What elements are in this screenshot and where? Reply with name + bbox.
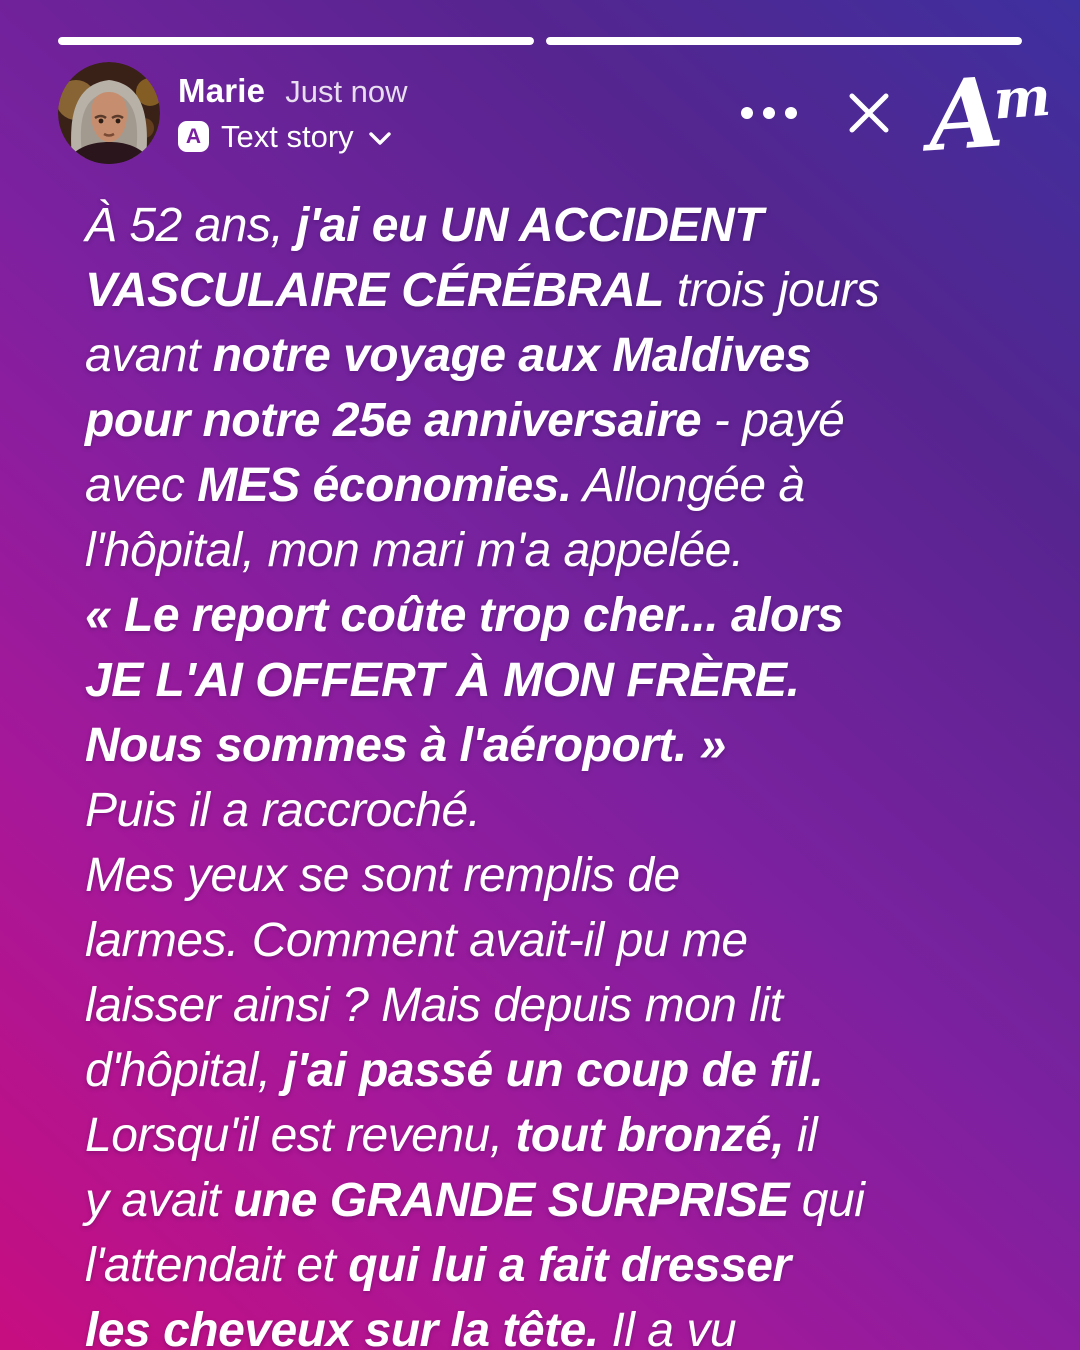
story-type-label: Text story (221, 118, 354, 154)
story-line (85, 713, 1050, 778)
progress-segment-1 (58, 37, 534, 45)
story-line (85, 778, 1050, 843)
story-line (85, 1233, 1050, 1298)
story-text-segment: qui (788, 1174, 865, 1227)
brand-logo (924, 55, 1055, 174)
story-line (85, 583, 1050, 648)
story-line (85, 908, 1050, 973)
brand-logo-letter-m: m (991, 63, 1054, 132)
story-text-segment: l'hôpital, mon mari m'a appelée. (85, 524, 744, 577)
chevron-down-icon (368, 131, 392, 147)
story-line (85, 1168, 1050, 1233)
progress-segment-2 (546, 37, 1022, 45)
story-text-segment: VASCULAIRE CÉRÉBRAL (85, 264, 664, 317)
more-options-icon (740, 106, 798, 120)
story-line (85, 258, 1050, 323)
story-text-segment: larmes. Comment avait-il pu me (85, 914, 748, 967)
story-text-segment: avant (85, 329, 213, 382)
story-line (85, 323, 1050, 388)
story-line (85, 518, 1050, 583)
story-text-segment: notre voyage aux Maldives (212, 329, 812, 382)
story-meta (178, 72, 734, 155)
story-text-segment: - payé (701, 394, 845, 447)
story-text-segment: j'ai eu UN ACCIDENT (296, 199, 763, 252)
story-line (85, 453, 1050, 518)
user-name[interactable]: Marie (178, 71, 266, 109)
story-type-selector[interactable] (178, 119, 734, 155)
progress-fill-2 (546, 37, 1022, 45)
story-line (85, 648, 1050, 713)
timestamp: Just now (285, 73, 408, 109)
story-text-segment: pour notre 25e anniversaire (85, 394, 702, 447)
story-line (85, 1038, 1050, 1103)
story-text-segment: MES économies. (197, 459, 572, 512)
story-text-segment: Allongée à (571, 459, 805, 512)
story-line (85, 973, 1050, 1038)
avatar[interactable] (58, 62, 160, 164)
story-text-segment: une GRANDE SURPRISE (233, 1174, 789, 1227)
avatar-photo (58, 62, 160, 164)
story-text-segment: Nous sommes à l'aéroport. » (85, 719, 726, 772)
story-text-segment: À 52 ans, (85, 199, 297, 252)
story-text-segment: Lorsqu'il est revenu, (85, 1109, 516, 1162)
story-text (85, 193, 1050, 1350)
close-button[interactable] (840, 84, 898, 142)
story-text-segment: Puis il a raccroché. (85, 784, 481, 837)
story-text-segment: qui lui a fait dresser (348, 1239, 791, 1292)
story-text-segment: j'ai passé un coup de fil. (283, 1044, 824, 1097)
text-story-badge-icon: A (178, 121, 209, 152)
story-text-segment: les cheveux sur la tête. (85, 1304, 599, 1350)
story-line (85, 1298, 1050, 1350)
story-text-segment: l'attendait et (85, 1239, 349, 1292)
more-options-button[interactable] (734, 100, 804, 126)
story-text-segment: trois jours (663, 264, 880, 317)
story-line (85, 193, 1050, 258)
story-text-segment: Il a vu (598, 1304, 737, 1350)
brand-logo-letter-a: A (924, 55, 1007, 174)
story-text-segment: avec (85, 459, 198, 512)
story-text-segment: Mes yeux se sont remplis de (85, 849, 680, 902)
close-icon (846, 90, 892, 136)
story-progress-bar (58, 37, 1022, 45)
story-line (85, 843, 1050, 908)
story-text-segment: d'hôpital, (85, 1044, 284, 1097)
header-actions (734, 55, 1054, 174)
story-text-segment: JE L'AI OFFERT À MON FRÈRE. (85, 654, 800, 707)
progress-fill-1 (58, 37, 534, 45)
story-text-segment: laisser ainsi ? Mais depuis mon lit (85, 979, 783, 1032)
story-text-segment: « Le report coûte trop cher... alors (85, 589, 844, 642)
story-text-segment: y avait (85, 1174, 234, 1227)
story-header (58, 55, 1054, 174)
story-line (85, 388, 1050, 453)
story-text-segment: tout bronzé, (515, 1109, 785, 1162)
story-text-segment: il (784, 1109, 818, 1162)
story-line (85, 1103, 1050, 1168)
